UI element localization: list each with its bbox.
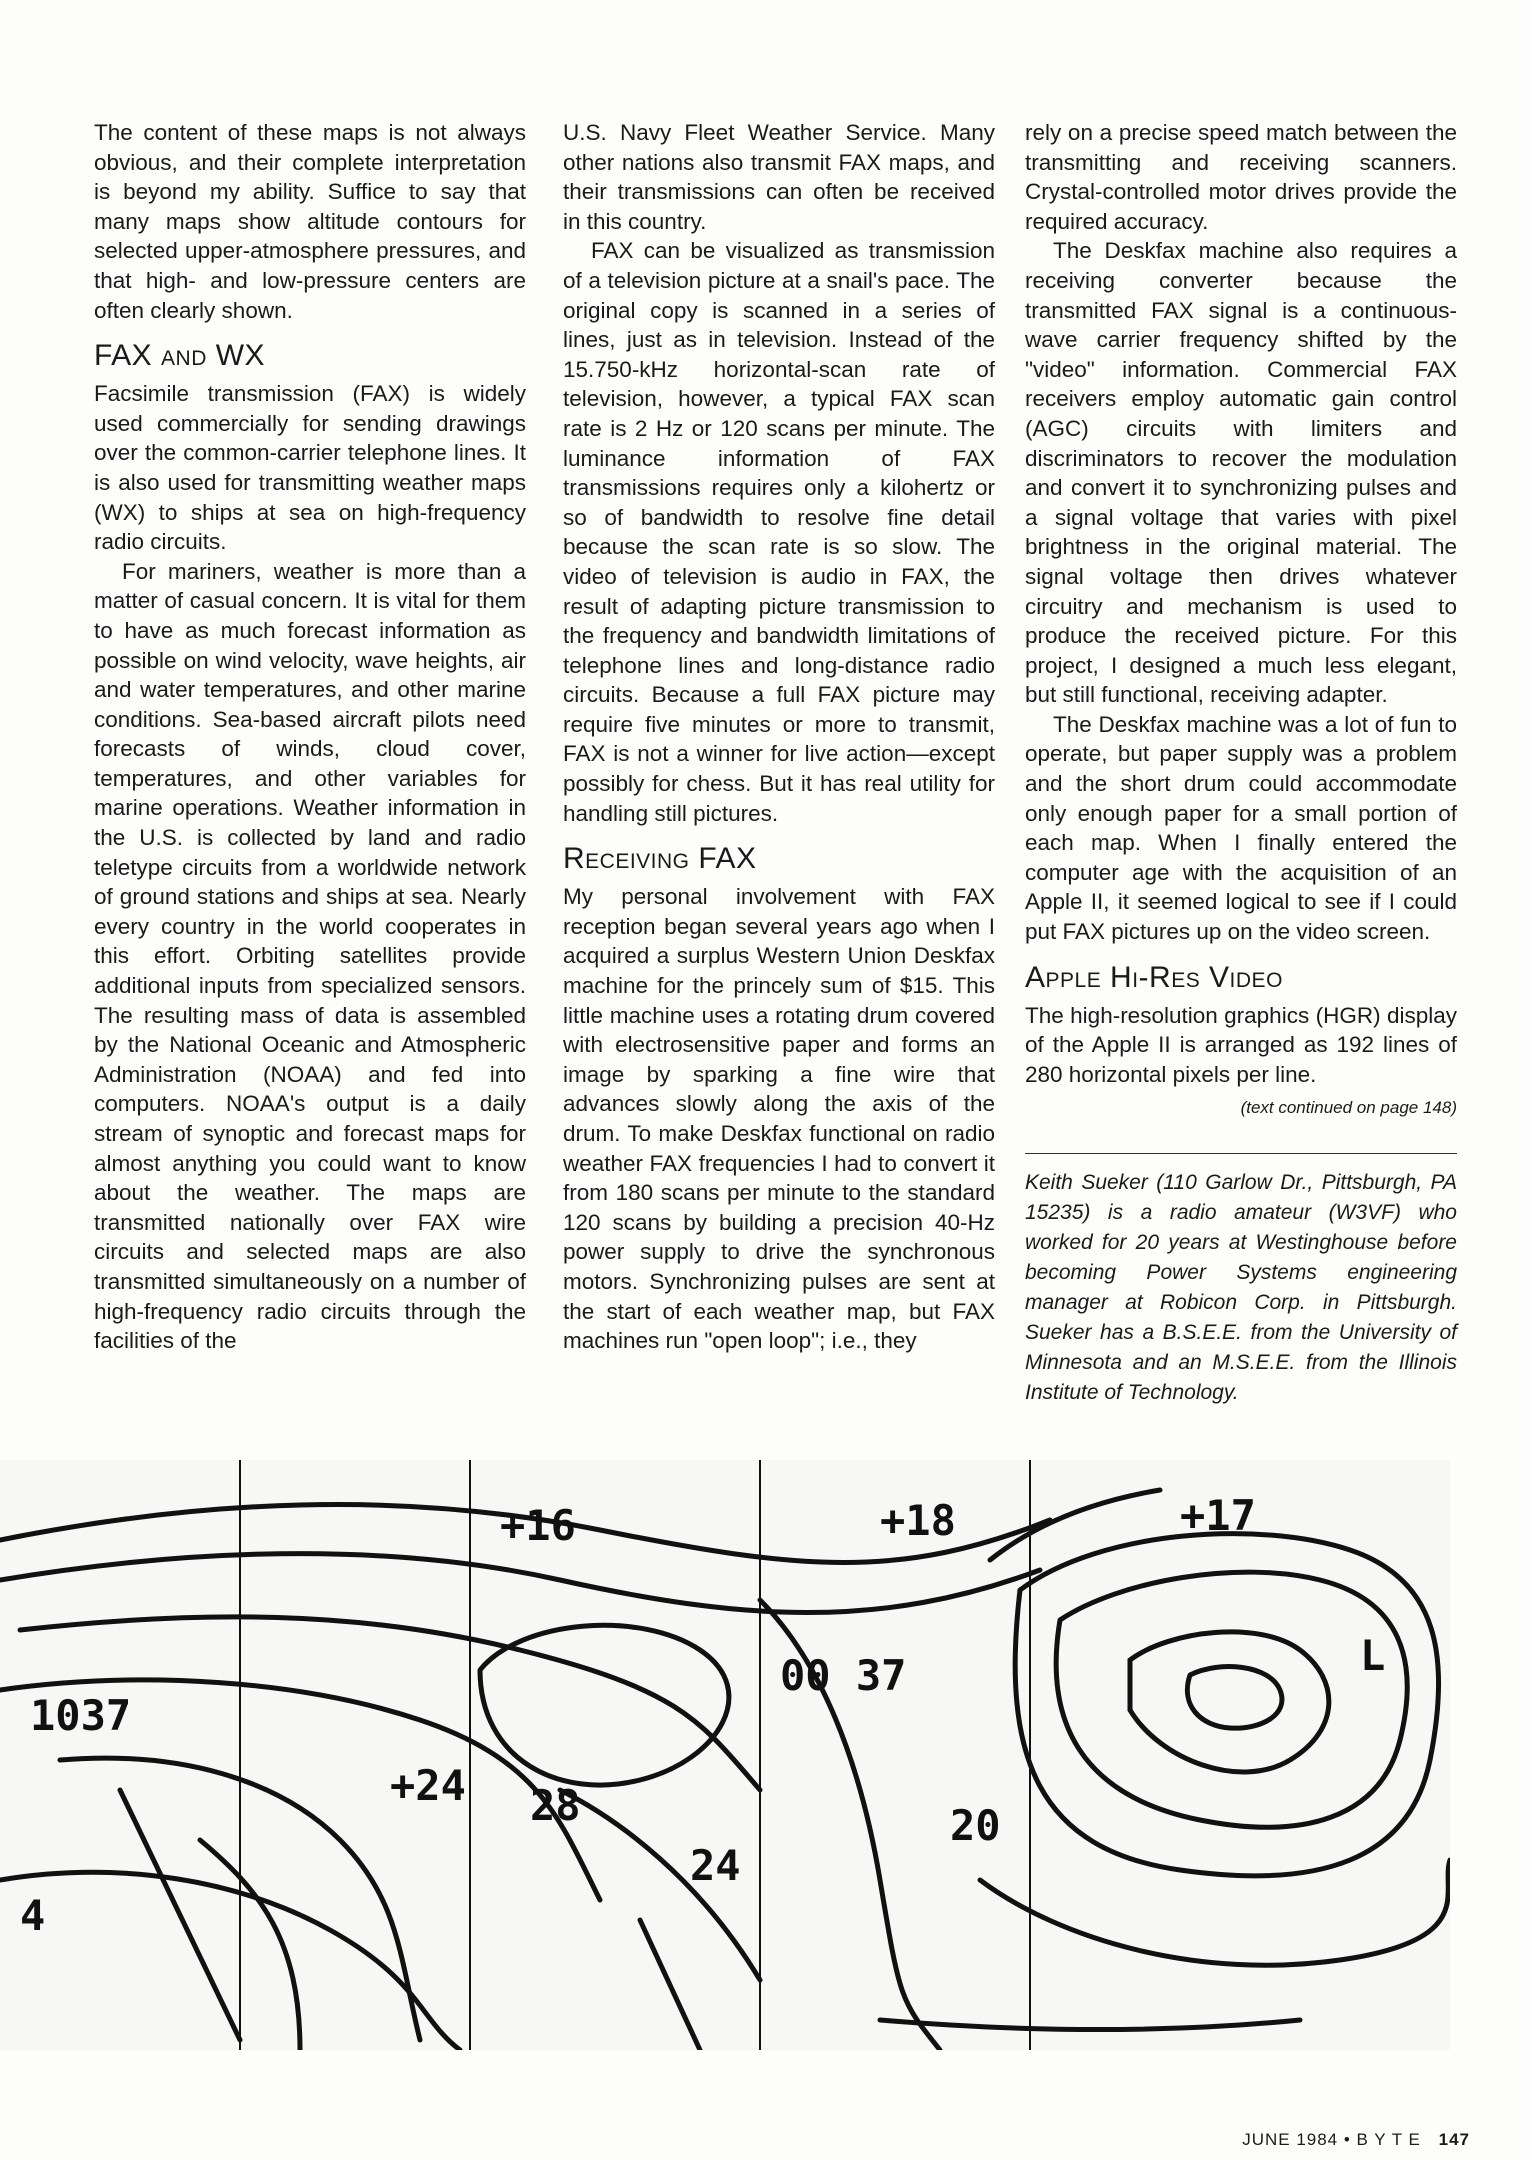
map-label: +17 bbox=[1180, 1491, 1256, 1540]
map-label: 4 bbox=[20, 1891, 46, 1940]
paragraph: The content of these maps is not always obvious, and their complete interpretation is beyond my ability. Suffice to say that many maps show altitude contours for selected upper-atmosphere pressures, and that high- and low-pressure centers are often clearly shown. bbox=[94, 120, 526, 323]
paragraph: rely on a precise speed match between the transmitting and receiving scanners. Crystal-controlled motor drives provide the required accuracy. bbox=[1025, 120, 1457, 234]
section-heading-fax-and-wx: FAX and WX bbox=[94, 339, 266, 373]
page-number: 147 bbox=[1438, 2130, 1470, 2149]
paragraph: For mariners, weather is more than a matter of casual concern. It is vital for them to have as much forecast information as possible on wind velocity, wave heights, air and water temperatures, and other marine conditions. Sea-based aircraft pilots need forecasts of winds, cloud cover, temperatures, and other variables for marine operations. Weather information in the U.S. is collected by land and radio teletype circuits from a worldwide network of ground stations and ships at sea. Nearly every country in the world cooperates in this effort. Orbiting satellites provide additional inputs from specialized sensors. The resulting mass of data is assembled by the National Oceanic and Atmospheric Administration (NOAA) and fed into computers. NOAA's output is a daily stream of synoptic and forecast maps for almost anything you could want to know about the weather. The maps are transmitted nationally over FAX wire circuits and selected maps are also transmitted simultaneously on a number of high-frequency radio circuits through the facilities of the bbox=[94, 558, 526, 1354]
low-pressure-label: L bbox=[1360, 1631, 1386, 1680]
continued-note: (text continued on page 148) bbox=[1240, 1098, 1457, 1118]
map-label: 00 37 bbox=[780, 1651, 907, 1700]
issue-line: JUNE 1984 • B Y T E bbox=[1242, 2130, 1421, 2149]
section-heading-apple-hi-res-video: Apple Hi-Res Video bbox=[1025, 960, 1283, 994]
map-label: 20 bbox=[950, 1801, 1001, 1850]
paragraph: The high-resolution graphics (HGR) display of the Apple II is arranged as 192 lines of 280 horizontal pixels per line. bbox=[1025, 1002, 1457, 1087]
article-column-1 bbox=[94, 118, 526, 1356]
map-paper bbox=[0, 1460, 1450, 2050]
map-label: +18 bbox=[880, 1496, 956, 1545]
fax-weather-map-figure bbox=[0, 1460, 1450, 2050]
page-footer bbox=[1242, 2130, 1470, 2150]
map-label: +24 bbox=[390, 1761, 466, 1810]
paragraph: Facsimile transmission (FAX) is widely used commercially for sending drawings over the common-carrier telephone lines. It is also used for transmitting weather maps (WX) to ships at sea on high-frequency radio circuits. bbox=[94, 381, 526, 555]
map-label: 1037 bbox=[30, 1691, 132, 1740]
paragraph: The Deskfax machine also requires a receiving converter because the transmitted FAX signal is a continuous-wave carrier frequency shifted by the "video" information. Commercial FAX receivers employ automatic gain control (AGC) circuits with limiters and discriminators to recover the modulation and convert it to synchronizing pulses and a signal voltage that varies with pixel brightness in the original material. The signal voltage then drives whatever circuitry and mechanism is used to produce the received picture. For this project, I designed a much less elegant, but still functional, receiving adapter. bbox=[1025, 238, 1457, 708]
author-bio: Keith Sueker (110 Garlow Dr., Pittsburgh, PA 15235) is a radio amateur (W3VF) who worked for 20 years at Westinghouse before becoming Power Systems engineering manager at Robicon Corp. in Pittsburgh. Sueker has a B.S.E.E. from the University of Minnesota and an M.S.E.E. from the Illinois Institute of Technology. bbox=[1025, 1171, 1457, 1404]
paragraph: My personal involvement with FAX reception began several years ago when I acquired a surplus Western Union Deskfax machine for the princely sum of $15. This little machine uses a rotating drum covered with electrosensitive paper and forms an image by sparking a fine wire that advances slowly along the axis of the drum. To make Deskfax functional on radio weather FAX frequencies I had to convert it from 180 scans per minute to the standard 120 scans by building a precision 40-Hz power supply to drive the synchronous motors. Synchronizing pulses are sent at the start of each weather map, but FAX machines run "open loop"; i.e., they bbox=[563, 884, 995, 1354]
map-label: 24 bbox=[690, 1841, 741, 1890]
map-label: 28 bbox=[530, 1781, 581, 1830]
paragraph: FAX can be visualized as transmission of a television picture at a snail's pace. The original copy is scanned in a series of lines, just as in television. Instead of the 15.750-kHz horizontal-scan rate of television, however, a typical FAX scan rate is 2 Hz or 120 scans per minute. The luminance information of FAX transmissions requires only a kilohertz or so of bandwidth to resolve fine detail because the scan rate is so slow. The video of television is audio in FAX, the result of adapting picture transmission to the frequency and bandwidth limitations of telephone lines and long-distance radio circuits. Because a full FAX picture may require five minutes or more to transmit, FAX is not a winner for live action—except possibly for chess. But it has real utility for handling still pictures. bbox=[563, 238, 995, 826]
bio-divider bbox=[1025, 1153, 1457, 1154]
paragraph: The Deskfax machine was a lot of fun to operate, but paper supply was a problem and the short drum could accommodate only enough paper for a small portion of each map. When I finally entered the computer age with the acquisition of an Apple II, it seemed logical to see if I could put FAX pictures up on the video screen. bbox=[1025, 711, 1457, 945]
paragraph: U.S. Navy Fleet Weather Service. Many other nations also transmit FAX maps, and their transmissions can often be received in this country. bbox=[563, 120, 995, 234]
map-label: +16 bbox=[500, 1501, 576, 1550]
article-column-3 bbox=[1025, 118, 1457, 1408]
article-column-2 bbox=[563, 118, 995, 1356]
section-heading-receiving-fax: Receiving FAX bbox=[563, 842, 757, 876]
